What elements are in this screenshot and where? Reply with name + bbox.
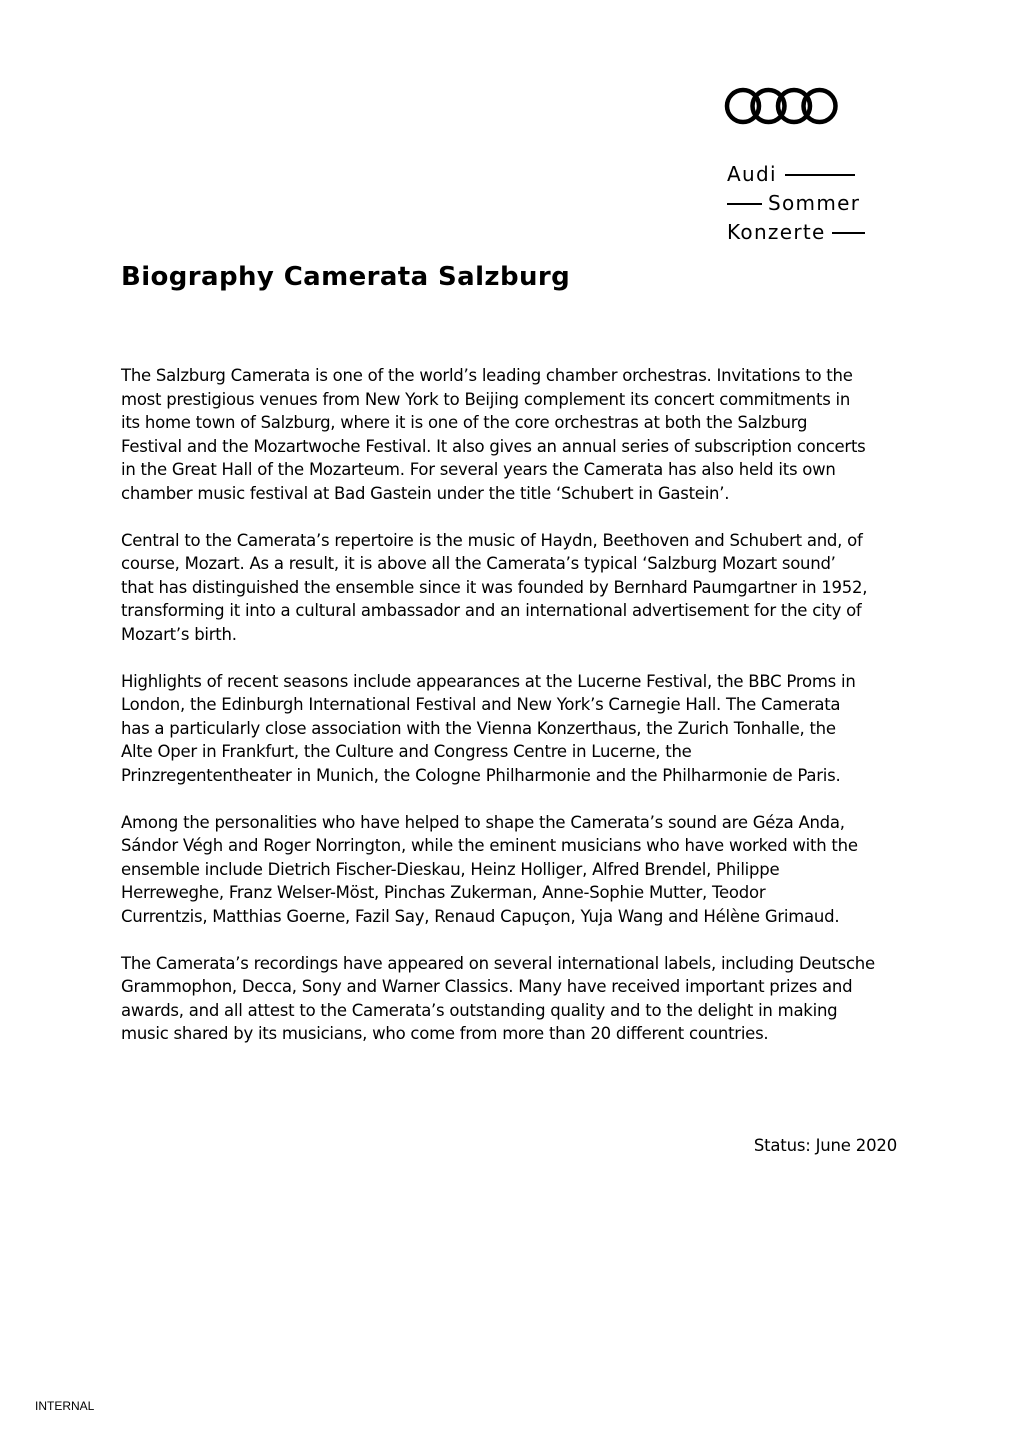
paragraph-line: Highlights of recent seasons include appearances at the Lucerne Festival, the BBC Proms in <box>121 671 856 691</box>
paragraph-line: Alte Oper in Frankfurt, the Culture and Congress Centre in Lucerne, the <box>121 742 692 761</box>
brand-word-konzerte: Konzerte <box>727 220 826 244</box>
body-paragraph <box>121 529 911 647</box>
paragraph-line: chamber music festival at Bad Gastein under the title ‘Schubert in Gastein’. <box>121 483 730 503</box>
paragraph-line: The Salzburg Camerata is one of the world’s leading chamber orchestras. Invitations to the <box>121 366 853 385</box>
brand-dash <box>785 174 855 176</box>
paragraph-line: Central to the Camerata’s repertoire is the music of Haydn, Beethoven and Schubert and, of <box>121 530 863 550</box>
paragraph-line: most prestigious venues from New York to Beijing complement its concert commitments in <box>121 389 851 409</box>
body-paragraph <box>121 364 911 505</box>
paragraph-line: Among the personalities who have helped to shape the Camerata’s sound are Géza Anda, <box>121 812 845 832</box>
brand-dash <box>832 232 865 234</box>
paragraph-line: Grammophon, Decca, Sony and Warner Classics. Many have received important prizes and <box>121 977 853 996</box>
brand-word-audi: Audi <box>727 162 777 186</box>
body-paragraph <box>121 670 911 788</box>
brand-line-sommer <box>727 189 899 218</box>
document-title: Biography Camerata Salzburg <box>121 262 571 292</box>
body-paragraph <box>121 811 911 929</box>
audi-rings-logo <box>722 84 840 128</box>
paragraph-line: has a particularly close association with the Vienna Konzerthaus, the Zurich Tonhalle, the <box>121 718 836 738</box>
brand-line-konzerte <box>727 218 899 247</box>
document-body <box>121 364 911 1069</box>
status-date: Status: June 2020 <box>753 1136 897 1155</box>
audi-sommer-konzerte-wordmark <box>727 160 899 247</box>
paragraph-line: awards, and all attest to the Camerata’s outstanding quality and to the delight in making <box>121 1000 838 1020</box>
paragraph-line: music shared by its musicians, who come from more than 20 different countries. <box>121 1024 769 1043</box>
paragraph-line: that has distinguished the ensemble since it was founded by Bernhard Paumgartner in 1952, <box>121 577 868 597</box>
paragraph-line: ensemble include Dietrich Fischer-Dieskau, Heinz Holliger, Alfred Brendel, Philippe <box>121 859 780 879</box>
paragraph-line: Mozart’s birth. <box>121 624 237 644</box>
paragraph-line: transforming it into a cultural ambassador and an international advertisement for the city of <box>121 601 862 620</box>
paragraph-line: Herreweghe, Franz Welser-Möst, Pinchas Zukerman, Anne-Sophie Mutter, Teodor <box>121 883 766 902</box>
paragraph-line: course, Mozart. As a result, it is above all the Camerata’s typical ‘Salzburg Mozart sound’ <box>121 554 836 573</box>
paragraph-line: in the Great Hall of the Mozarteum. For several years the Camerata has also held its own <box>121 460 836 479</box>
classification-label: INTERNAL <box>35 1399 95 1413</box>
paragraph-line: its home town of Salzburg, where it is one of the core orchestras at both the Salzburg <box>121 413 808 432</box>
paragraph-line: Sándor Végh and Roger Norrington, while the eminent musicians who have worked with the <box>121 836 858 855</box>
brand-line-audi <box>727 160 899 189</box>
paragraph-line: Festival and the Mozartwoche Festival. It also gives an annual series of subscription concerts <box>121 436 866 456</box>
brand-word-sommer: Sommer <box>768 191 861 215</box>
brand-dash <box>727 203 762 205</box>
paragraph-line: Currentzis, Matthias Goerne, Fazil Say, Renaud Capuçon, Yuja Wang and Hélène Grimaud. <box>121 906 840 926</box>
body-paragraph <box>121 952 911 1046</box>
paragraph-line: Prinzregententheater in Munich, the Cologne Philharmonie and the Philharmonie de Paris. <box>121 765 841 785</box>
paragraph-line: The Camerata’s recordings have appeared on several international labels, including Deutsche <box>121 953 875 973</box>
paragraph-line: London, the Edinburgh International Festival and New York’s Carnegie Hall. The Camerata <box>121 695 841 714</box>
